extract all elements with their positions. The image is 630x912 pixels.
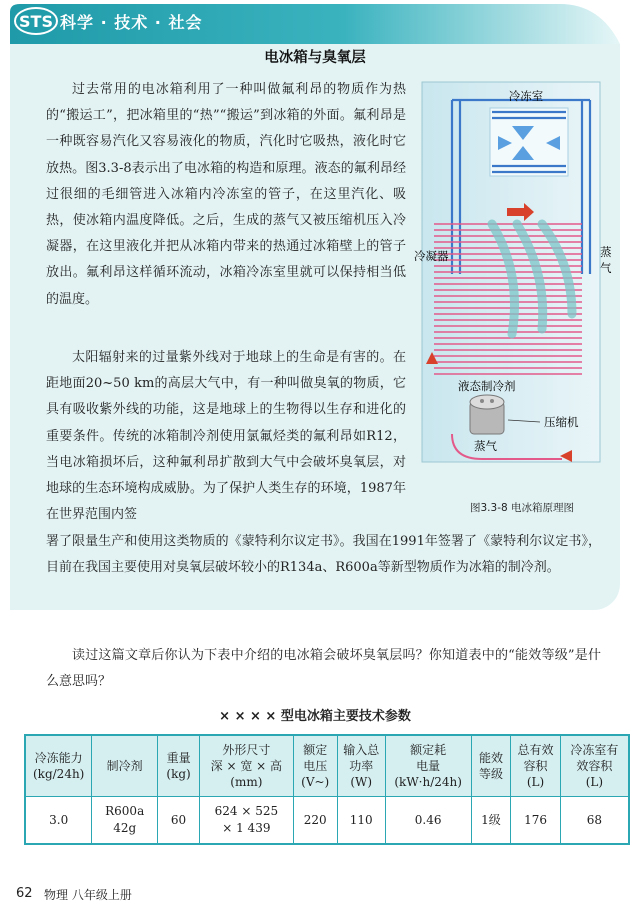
table-cell xyxy=(511,797,561,845)
sts-logo-text: STS xyxy=(19,12,53,31)
table-row xyxy=(25,797,629,845)
table-header-line: 能效 xyxy=(478,751,503,765)
header-title: 科学 · 技术 · 社会 xyxy=(60,13,203,32)
table-cell-line: 42g xyxy=(113,821,137,835)
table-header-line: 额定 xyxy=(303,743,328,757)
page-number: 62 xyxy=(16,886,33,901)
table-header-line: (W) xyxy=(350,775,373,789)
table-header-line: 等级 xyxy=(478,767,503,781)
table-header-line: 深 × 宽 × 高 xyxy=(210,759,283,773)
table-header-line: 冷冻能力 xyxy=(34,751,83,765)
article-paragraph-2: 太阳辐射来的过量紫外线对于地球上的生命是有害的。在距地面20~50 km的高层大气中，有一种叫做臭氧的物质，它具有吸收紫外线的功能，这是地球上的生物得以生存和进化的重要条件。传统的冰箱制冷剂使用氯氟烃类的氟利昂如R12，当电冰箱损坏后，这种氟利昂扩散到大气中会破坏臭氧层，对地球的生态环境构成威胁。为了保护人类生存的环境，1987年在世界范围内签 xyxy=(46,350,406,523)
table-header-line: 外形尺寸 xyxy=(222,743,271,757)
table-header-line: (L) xyxy=(585,775,604,789)
table-header-line: (kg) xyxy=(166,767,191,781)
discussion-question: 读过这篇文章后你认为下表中介绍的电冰箱会破坏臭氧层吗？你知道表中的“能效等级”是什么意思吗？ xyxy=(46,648,601,689)
table-header-cell xyxy=(511,735,561,797)
table-header-line: (kW·h/24h) xyxy=(394,775,462,789)
table-cell xyxy=(92,797,158,845)
table-header-line: (kg/24h) xyxy=(33,767,85,781)
table-cell-line: 624 × 525 xyxy=(214,804,279,818)
refrigerator-diagram xyxy=(412,74,612,494)
label-compressor: 压缩机 xyxy=(544,415,579,429)
table-header-line: 功率 xyxy=(349,759,374,773)
table-cell-line: 68 xyxy=(586,812,603,827)
table-cell-line: 60 xyxy=(170,812,187,827)
table-cell-line: 0.46 xyxy=(414,812,442,827)
label-vapor-side-top: 蒸 xyxy=(600,245,612,259)
table-header-cell xyxy=(92,735,158,797)
article-paragraph-2-continued: 署了限量生产和使用这类物质的《蒙特利尔议定书》。我国在1991年签署了《蒙特利尔议定书》，目前在我国主要使用对臭氧层破坏较小的R134a、R600a等新型物质作为冰箱的制冷剂。 xyxy=(46,534,601,576)
book-title: 物理 八年级上册 xyxy=(44,888,132,902)
table-title: × × × × 型电冰箱主要技术参数 xyxy=(219,709,411,724)
table-header-line: 容积 xyxy=(523,759,548,773)
table-header-line: 冷冻室有 xyxy=(570,743,619,757)
sts-logo xyxy=(14,6,58,36)
table-header-cell xyxy=(385,735,471,797)
table-cell-line: 1级 xyxy=(481,812,501,827)
table-cell-line: × 1 439 xyxy=(222,821,271,835)
table-cell xyxy=(293,797,337,845)
table-header-line: (V~) xyxy=(301,775,330,789)
label-vapor-bottom: 蒸气 xyxy=(474,439,497,453)
spec-table xyxy=(24,734,630,845)
table-cell-line: 176 xyxy=(524,812,547,827)
table-cell xyxy=(385,797,471,845)
table-header-line: 重量 xyxy=(166,751,191,765)
table-cell xyxy=(157,797,199,845)
label-condenser: 冷凝器 xyxy=(414,249,449,263)
table-header-cell xyxy=(471,735,511,797)
table-header-line: 额定耗 xyxy=(410,743,447,757)
table-header-line: 输入总 xyxy=(343,743,380,757)
table-header-line: 制冷剂 xyxy=(106,759,143,773)
table-cell-line: 3.0 xyxy=(49,812,69,827)
table-header-line: (mm) xyxy=(230,775,263,789)
table-header-line: 电量 xyxy=(416,759,441,773)
label-freezer: 冷冻室 xyxy=(508,89,544,103)
table-header-cell xyxy=(200,735,293,797)
table-cell-line: R600a xyxy=(105,804,145,818)
article-paragraph-1: 过去常用的电冰箱利用了一种叫做氟利昂的物质作为热的“搬运工”，把冰箱里的“热”“搬运”到冰箱的外面。氟利昂是一种既容易汽化又容易液化的物质，汽化时它吸热，液化时它放热。图3.3-8表示出了电冰箱的构造和原理。液态的氟利昂经过很细的毛细管进入冰箱内冷冻室的管子，在这里汽化、吸热，使冰箱内温度降低。之后，生成的蒸气又被压缩机压入冷凝器，在这里液化并把从冰箱内带来的热通过冰箱壁上的管子放出。氟利昂这样循环流动，冰箱冷冻室里就可以保持相当低的温度。 xyxy=(46,82,406,307)
table-header-line: (L) xyxy=(526,775,545,789)
table-header-line: 电压 xyxy=(303,759,328,773)
table-cell xyxy=(471,797,511,845)
label-vapor-side-bottom: 气 xyxy=(600,261,612,275)
table-cell xyxy=(560,797,629,845)
table-header-line: 总有效 xyxy=(517,743,554,757)
figure-caption: 图3.3-8 电冰箱原理图 xyxy=(470,502,575,514)
compressor xyxy=(470,395,504,434)
table-cell-line: 110 xyxy=(349,812,373,827)
table-cell xyxy=(337,797,385,845)
table-header-cell xyxy=(560,735,629,797)
article-title: 电冰箱与臭氧层 xyxy=(264,50,366,66)
table-header-cell xyxy=(157,735,199,797)
table-cell-line: 220 xyxy=(303,812,327,827)
table-header-cell xyxy=(337,735,385,797)
table-header-cell xyxy=(293,735,337,797)
table-cell xyxy=(200,797,293,845)
table-header-cell xyxy=(25,735,92,797)
table-cell xyxy=(25,797,92,845)
label-liquid-refrigerant: 液态制冷剂 xyxy=(458,379,516,393)
table-header-line: 效容积 xyxy=(576,759,613,773)
table-header-row xyxy=(25,735,629,797)
